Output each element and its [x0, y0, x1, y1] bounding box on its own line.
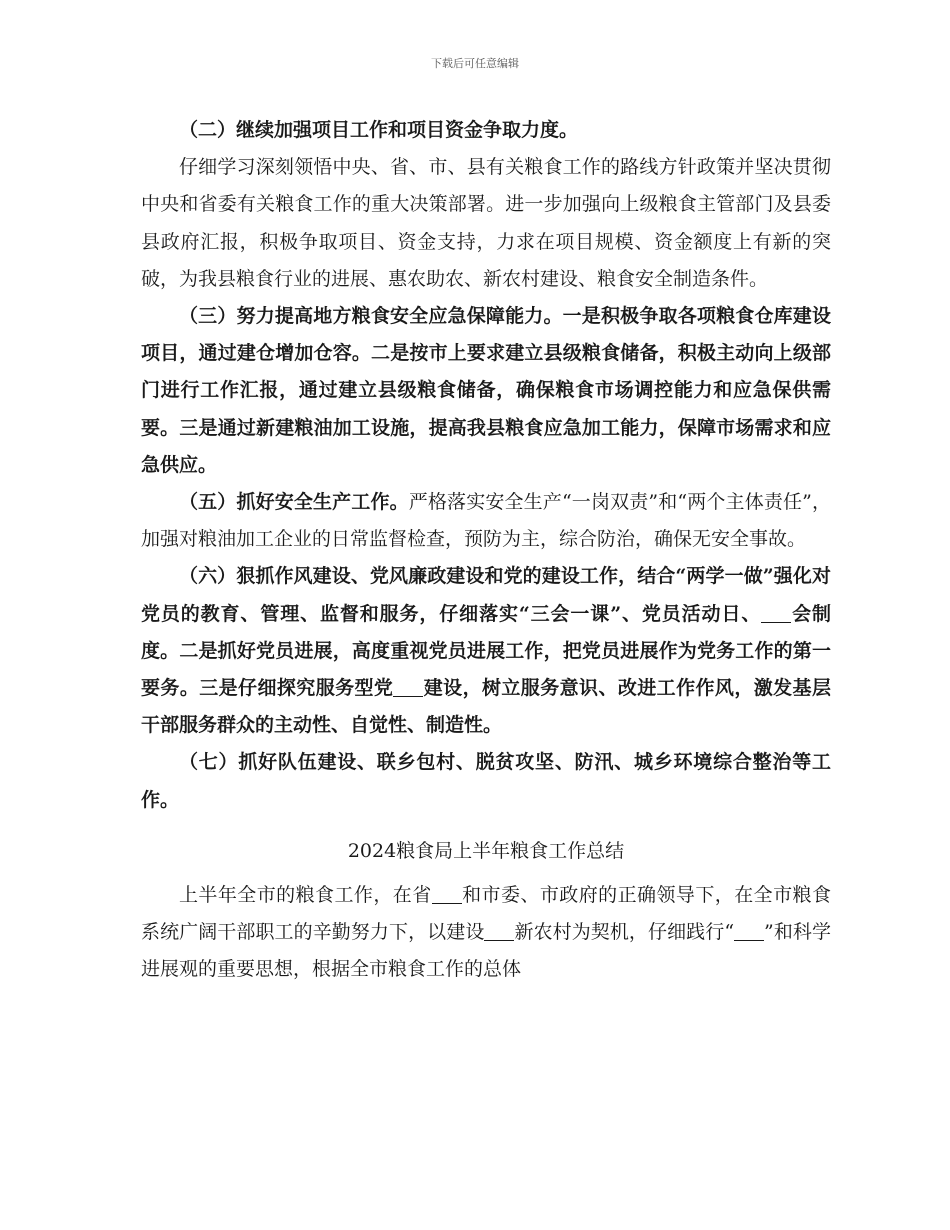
- summary-title: 2024粮食局上半年粮食工作总结: [347, 839, 625, 862]
- document-body: [141, 112, 831, 988]
- section-2-body: 仔细学习深刻领悟中央、省、市、县有关粮食工作的路线方针政策并坚决贯彻中央和省委有关粮食工作的重大决策部署。进一步加强向上级粮食主管部门及县委县政府汇报，积极争取项目、资金支持，力求在项目规模、资金额度上有新的突破，为我县粮食行业的进展、惠农助农、新农村建设、粮食安全制造条件。: [141, 156, 831, 290]
- summary-text-1: 上半年全市的粮食工作，在省: [179, 883, 432, 906]
- section-6-text-3: 建设，树立服务意识、改进工作作风，激发基层干部服务群众的主动性、自觉性、制造性。: [141, 677, 831, 737]
- summary-text-2: 和市委、市政府的正确领导下，在全市粮食系统广阔干部职工的辛勤努力下，以建设: [141, 883, 831, 944]
- section-6-paragraph: [141, 558, 831, 744]
- section-2-heading: （二）继续加强项目工作和项目资金争取力度。: [179, 119, 579, 141]
- page-header: 下载后可任意编辑: [431, 57, 519, 70]
- section-2-paragraph: [141, 112, 831, 149]
- section-5-body: 严格落实安全生产“一岗双责”和“两个主体责任”，加强对粮油加工企业的日常监督检查，预防为主，综合防治，确保无安全事故。: [141, 491, 831, 551]
- blank-underline: [734, 921, 764, 941]
- summary-paragraph: [141, 877, 831, 989]
- section-6-text-1: （六）狠抓作风建设、党风廉政建设和党的建设工作，结合“两学一做”强化对党员的教育、管理、监督和服务，仔细落实“三会一课”、党员活动日、: [141, 565, 831, 625]
- section-5-heading: （五）抓好安全生产工作。: [179, 491, 409, 514]
- section-7-paragraph: （七）抓好队伍建设、联乡包村、脱贫攻坚、防汛、城乡环境综合整治等工作。: [141, 751, 831, 811]
- blank-underline: [484, 921, 514, 941]
- blank-underline: [432, 884, 462, 904]
- summary-text-4: ”和科学进展观的重要思想，根据全市粮食工作的总体: [141, 921, 831, 981]
- blank-underline: [393, 677, 423, 697]
- section-6-text-2: 会制度。二是抓好党员进展，高度重视党员进展工作，把党员进展作为党务工作的第一要务。三是仔细探究服务型党: [141, 602, 831, 700]
- section-5-paragraph: [141, 484, 831, 558]
- blank-underline: [761, 603, 791, 623]
- section-3-paragraph: （三）努力提高地方粮食安全应急保障能力。一是积极争取各项粮食仓库建设项目，通过建仓增加仓容。二是按市上要求建立县级粮食储备，积极主动向上级部门进行工作汇报，通过建立县级粮食储备，确保粮食市场调控能力和应急保供需要。三是通过新建粮油加工设施，提高我县粮食应急加工能力，保障市场需求和应急供应。: [141, 305, 831, 476]
- summary-text-3: 新农村为契机，仔细践行“: [514, 921, 735, 944]
